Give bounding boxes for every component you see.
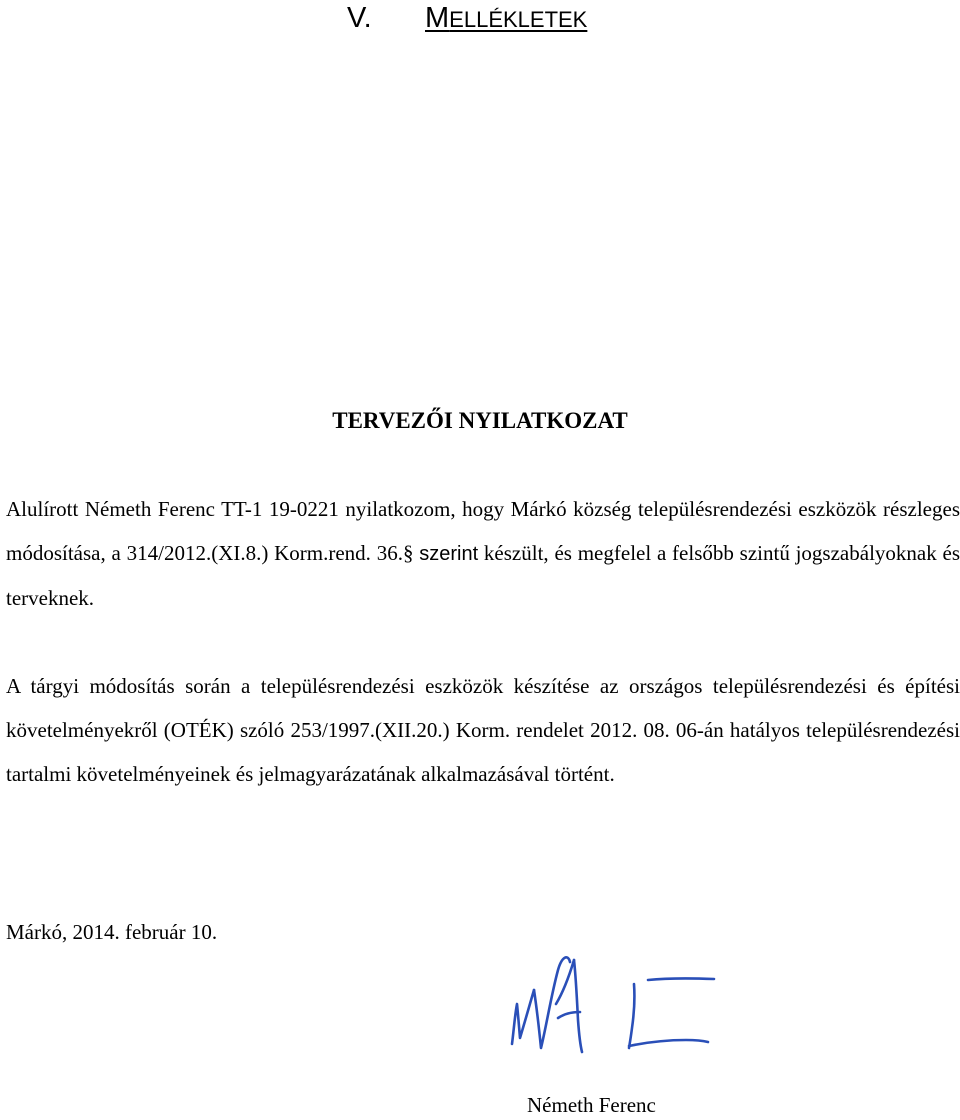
signer-name: Németh Ferenc <box>527 1093 656 1117</box>
standards-paragraph: A tárgyi módosítás során a településrendezési eszközök készítése az országos településrendezési és építési követelményekről (OTÉK) szóló 253/1997.(XII.20.) Korm. rendelet 2012. 08. 06-án hatályos településrendezési tartalmi követelményeinek és jelmagyarázatának alkalmazásával történt. <box>6 674 960 786</box>
signature-stroke <box>512 990 534 1044</box>
signature-stroke <box>629 984 634 1048</box>
signature-stroke <box>629 1040 708 1046</box>
signature-stroke <box>534 957 570 1048</box>
declaration-text-end: készült, és megfelel a felsőbb szintű jogszabályoknak és terveknek. <box>6 541 960 610</box>
section-title-initial: M <box>425 2 450 34</box>
section-number: V. <box>347 2 372 34</box>
place-and-date: Márkó, 2014. február 10. <box>6 920 218 944</box>
section-title <box>425 2 587 34</box>
handwritten-signature <box>498 948 748 1066</box>
signature-stroke <box>574 960 582 1052</box>
declaration-text-start: Alulírott Németh Ferenc TT-1 19-0221 nyilatkozom, hogy Márkó község településrendezési eszközök részleges módosítása, a 314/2012.(XI.8.) Korm.rend. 36.§ <box>6 497 960 565</box>
declaration-paragraph <box>6 487 960 620</box>
declaration-text-sans-word: szerint <box>419 543 479 565</box>
signature-stroke <box>648 978 714 980</box>
section-heading <box>347 0 587 38</box>
section-title-rest: ELLÉKLETEK <box>449 7 588 32</box>
document-title: TERVEZŐI NYILATKOZAT <box>332 408 628 433</box>
